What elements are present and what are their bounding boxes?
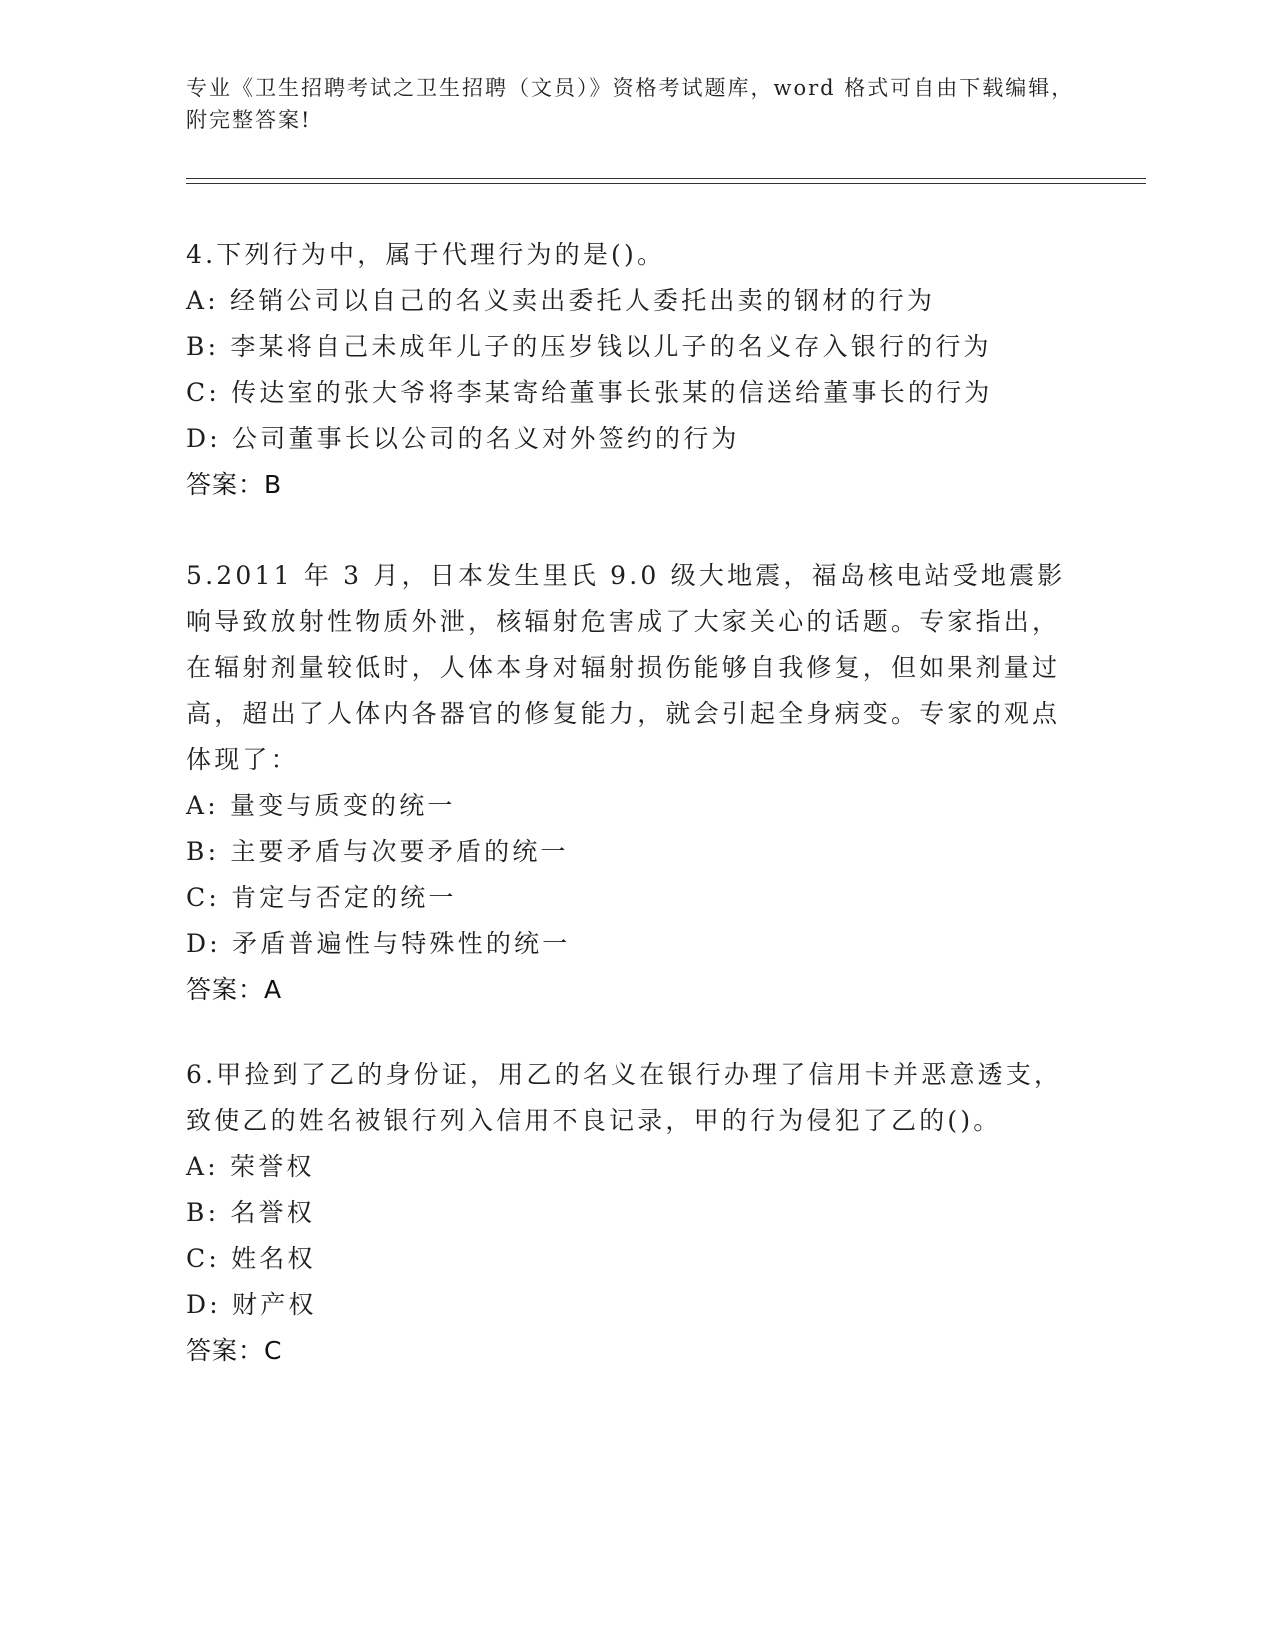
question-4 xyxy=(186,232,1066,508)
option-a: A: 荣誉权 xyxy=(186,1152,315,1181)
document-header: 专业《卫生招聘考试之卫生招聘（文员）》资格考试题库，word 格式可自由下载编辑，附完整答案! xyxy=(186,76,1075,132)
question-stem: 6.甲捡到了乙的身份证，用乙的名义在银行办理了信用卡并恶意透支，致使乙的姓名被银行列入信用不良记录，甲的行为侵犯了乙的()。 xyxy=(186,1060,1063,1135)
option-b: B: 李某将自己未成年儿子的压岁钱以儿子的名义存入银行的行为 xyxy=(186,332,992,361)
question-stem: 4.下列行为中，属于代理行为的是()。 xyxy=(186,240,666,269)
option-c: C: 姓名权 xyxy=(186,1244,316,1273)
answer-label: 答案：B xyxy=(186,470,283,499)
question-stem: 5.2011 年 3 月，日本发生里氏 9.0 级大地震，福岛核电站受地震影响导致放射性物质外泄，核辐射危害成了大家关心的话题。专家指出，在辐射剂量较低时，人体本身对辐射损伤能够自我修复，但如果剂量过高，超出了人体内各器官的修复能力，就会引起全身病变。专家的观点体现了： xyxy=(186,561,1066,774)
option-d: D: 财产权 xyxy=(186,1290,317,1319)
question-6 xyxy=(186,1052,1066,1374)
option-d: D: 矛盾普遍性与特殊性的统一 xyxy=(186,929,571,958)
header-rule-top xyxy=(186,178,1146,179)
option-a: A: 经销公司以自己的名义卖出委托人委托出卖的钢材的行为 xyxy=(186,286,936,315)
option-b: B: 主要矛盾与次要矛盾的统一 xyxy=(186,837,569,866)
answer-label: 答案：A xyxy=(186,975,283,1004)
question-5 xyxy=(186,553,1066,1013)
option-c: C: 传达室的张大爷将李某寄给董事长张某的信送给董事长的行为 xyxy=(186,378,993,407)
option-a: A: 量变与质变的统一 xyxy=(186,791,456,820)
option-d: D: 公司董事长以公司的名义对外签约的行为 xyxy=(186,424,740,453)
header-rule-bottom xyxy=(186,183,1146,184)
answer-label: 答案：C xyxy=(186,1336,283,1365)
option-c: C: 肯定与否定的统一 xyxy=(186,883,457,912)
option-b: B: 名誉权 xyxy=(186,1198,315,1227)
